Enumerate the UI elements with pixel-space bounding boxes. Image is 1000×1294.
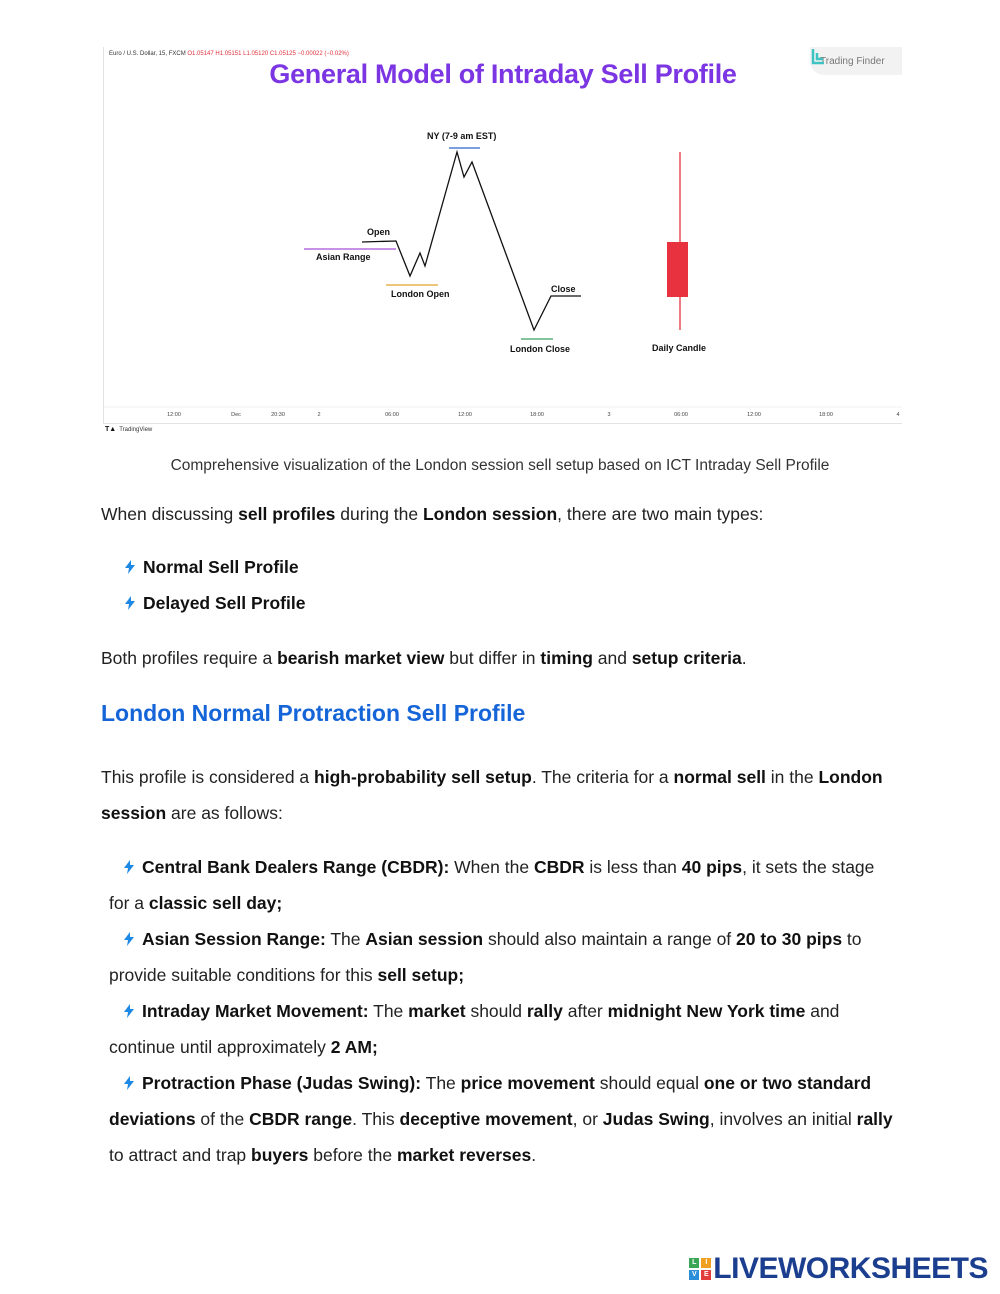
x-tick: 12:00 [747,412,761,418]
profiles-paragraph: Both profiles require a bearish market view but differ in timing and setup criteria. [101,648,747,668]
asian-range-label: Asian Range [316,252,371,262]
grid-letter: V [689,1270,699,1280]
figure-title: General Model of Intraday Sell Profile [269,59,737,89]
lightning-bolt-icon [123,932,135,946]
trading-finder-text: Trading Finder [820,55,885,67]
figure-caption: Comprehensive visualization of the London session sell setup based on ICT Intraday Sell Profile [170,457,830,474]
high-value: H1.05151 [215,51,242,57]
open-value: O1.05147 [187,51,214,57]
criteria-item-judas-swing: Protraction Phase (Judas Swing): The price movement should equal one or two standard deviations of the CBDR range. This deceptive movement, or Judas Swing, involves an initial rally to attract and trap buyers before the market reverses. [109,1073,893,1165]
tradingview-text: TradingView [119,426,153,433]
price-path [362,152,581,330]
x-tick: 2 [317,412,321,418]
x-tick: 12:00 [167,412,181,418]
grid-letter: E [701,1270,711,1280]
daily-candle-label: Daily Candle [652,343,707,353]
grid-letter: L [689,1258,699,1268]
criteria-item-asian-range: Asian Session Range: The Asian session should also maintain a range of 20 to 30 pips to provide suitable conditions for this sell setup; [109,929,862,985]
london-close-label: London Close [510,344,570,354]
criteria-item-intraday-movement: Intraday Market Movement: The market should rally after midnight New York time and continue until approximately 2 AM; [109,1001,840,1057]
x-tick: 20:30 [271,412,285,418]
x-tick: 18:00 [819,412,833,418]
symbol-text: Euro / U.S. Dollar, 15, FXCM [109,51,186,57]
change-value: −0.00022 (−0.02%) [297,51,349,57]
close-label: Close [551,284,576,294]
grid-letter: I [701,1258,711,1268]
x-tick: 4 [896,412,900,418]
liveworksheets-text: LIVEWORKSHEETS [713,1252,988,1285]
x-tick: 18:00 [530,412,544,418]
lightning-bolt-icon [124,596,136,610]
x-tick: 12:00 [458,412,472,418]
intro-paragraph: When discussing sell profiles during the London session, there are two main types: [101,504,764,524]
x-tick: Dec [231,412,241,418]
x-tick: 06:00 [674,412,688,418]
open-label: Open [367,227,391,237]
profile-paragraph: This profile is considered a high-probability sell setup. The criteria for a normal sell in the London session are as follows: [101,767,883,823]
chart-figure [103,47,902,424]
list-item-delayed-sell: Delayed Sell Profile [124,593,305,614]
london-open-label: London Open [391,289,450,299]
ny-label: NY (7-9 am EST) [427,131,497,141]
low-value: L1.05120 [243,51,269,57]
close-value: C1.05125 [269,51,296,57]
ohlc-readout [109,51,349,57]
lightning-bolt-icon [123,860,135,874]
lightning-bolt-icon [124,560,136,574]
tradingview-logo [105,426,152,433]
daily-candle-body [667,242,688,297]
x-tick: 06:00 [385,412,399,418]
x-tick: 3 [607,412,611,418]
liveworksheets-grid-icon [689,1258,711,1280]
lightning-bolt-icon [123,1076,135,1090]
price-diagram [104,47,902,423]
criteria-item-cbdr: Central Bank Dealers Range (CBDR): When the CBDR is less than 40 pips, it sets the stage for a classic sell day; [109,857,875,913]
liveworksheets-logo [689,1252,988,1286]
section-heading: London Normal Protraction Sell Profile [101,700,526,726]
tradingview-mark-icon: T▲ [105,426,117,433]
list-item-normal-sell: Normal Sell Profile [124,557,299,578]
lightning-bolt-icon [123,1004,135,1018]
